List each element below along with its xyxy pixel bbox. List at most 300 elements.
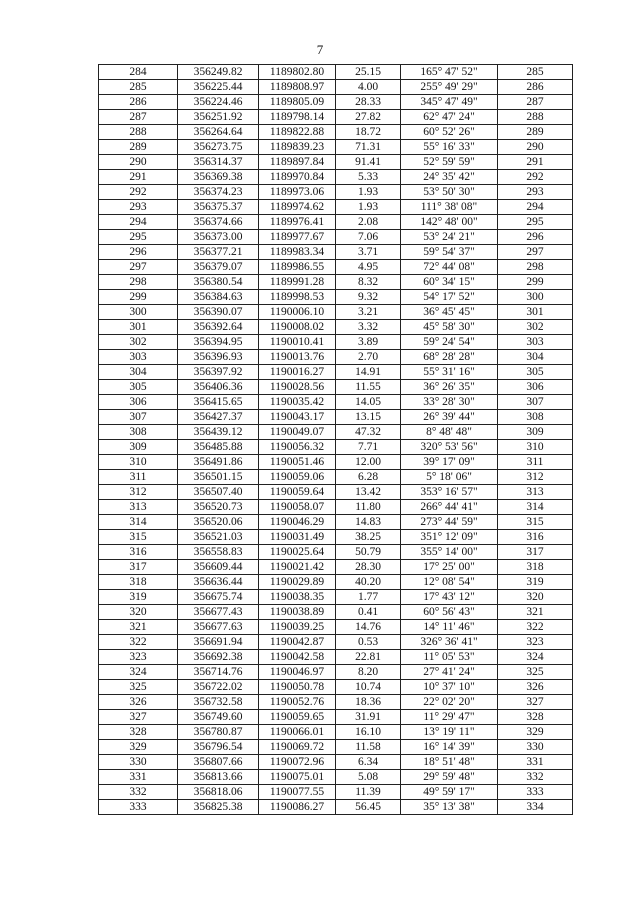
x-coordinate-cell: 356722.02 (178, 680, 259, 695)
bearing-cell: 60° 56' 43" (401, 605, 498, 620)
distance-cell: 28.33 (336, 95, 401, 110)
next-point-cell: 330 (498, 740, 573, 755)
table-row (99, 305, 573, 320)
y-coordinate-cell: 1190028.56 (259, 380, 336, 395)
y-coordinate-cell: 1190075.01 (259, 770, 336, 785)
x-coordinate-cell: 356374.66 (178, 215, 259, 230)
next-point-cell: 303 (498, 335, 573, 350)
x-coordinate-cell: 356379.07 (178, 260, 259, 275)
x-coordinate-cell: 356677.43 (178, 605, 259, 620)
x-coordinate-cell: 356427.37 (178, 410, 259, 425)
bearing-cell: 59° 54' 37" (401, 245, 498, 260)
x-coordinate-cell: 356369.38 (178, 170, 259, 185)
next-point-cell: 297 (498, 245, 573, 260)
table-row (99, 710, 573, 725)
next-point-cell: 321 (498, 605, 573, 620)
bearing-cell: 345° 47' 49" (401, 95, 498, 110)
table-row (99, 560, 573, 575)
y-coordinate-cell: 1190016.27 (259, 365, 336, 380)
distance-cell: 56.45 (336, 800, 401, 815)
point-number-cell: 302 (99, 335, 178, 350)
bearing-cell: 266° 44' 41" (401, 500, 498, 515)
table-row (99, 770, 573, 785)
bearing-cell: 12° 08' 54" (401, 575, 498, 590)
table-row (99, 185, 573, 200)
point-number-cell: 317 (99, 560, 178, 575)
next-point-cell: 306 (498, 380, 573, 395)
table-row (99, 170, 573, 185)
point-number-cell: 319 (99, 590, 178, 605)
bearing-cell: 68° 28' 28" (401, 350, 498, 365)
x-coordinate-cell: 356377.21 (178, 245, 259, 260)
x-coordinate-cell: 356439.12 (178, 425, 259, 440)
table-row (99, 110, 573, 125)
x-coordinate-cell: 356384.63 (178, 290, 259, 305)
y-coordinate-cell: 1189974.62 (259, 200, 336, 215)
distance-cell: 71.31 (336, 140, 401, 155)
y-coordinate-cell: 1189976.41 (259, 215, 336, 230)
next-point-cell: 307 (498, 395, 573, 410)
x-coordinate-cell: 356558.83 (178, 545, 259, 560)
table-row (99, 785, 573, 800)
y-coordinate-cell: 1190025.64 (259, 545, 336, 560)
bearing-cell: 255° 49' 29" (401, 80, 498, 95)
distance-cell: 3.21 (336, 305, 401, 320)
x-coordinate-cell: 356249.82 (178, 65, 259, 80)
distance-cell: 18.72 (336, 125, 401, 140)
table-row (99, 245, 573, 260)
bearing-cell: 36° 45' 45" (401, 305, 498, 320)
table-row (99, 530, 573, 545)
bearing-cell: 35° 13' 38" (401, 800, 498, 815)
next-point-cell: 329 (498, 725, 573, 740)
distance-cell: 91.41 (336, 155, 401, 170)
next-point-cell: 327 (498, 695, 573, 710)
distance-cell: 7.06 (336, 230, 401, 245)
bearing-cell: 111° 38' 08" (401, 200, 498, 215)
bearing-cell: 49° 59' 17" (401, 785, 498, 800)
y-coordinate-cell: 1190051.46 (259, 455, 336, 470)
bearing-cell: 17° 25' 00" (401, 560, 498, 575)
distance-cell: 2.70 (336, 350, 401, 365)
next-point-cell: 332 (498, 770, 573, 785)
x-coordinate-cell: 356807.66 (178, 755, 259, 770)
x-coordinate-cell: 356691.94 (178, 635, 259, 650)
distance-cell: 11.58 (336, 740, 401, 755)
next-point-cell: 291 (498, 155, 573, 170)
point-number-cell: 305 (99, 380, 178, 395)
bearing-cell: 18° 51' 48" (401, 755, 498, 770)
point-number-cell: 289 (99, 140, 178, 155)
bearing-cell: 24° 35' 42" (401, 170, 498, 185)
next-point-cell: 315 (498, 515, 573, 530)
y-coordinate-cell: 1190059.06 (259, 470, 336, 485)
distance-cell: 31.91 (336, 710, 401, 725)
distance-cell: 14.83 (336, 515, 401, 530)
bearing-cell: 60° 52' 26" (401, 125, 498, 140)
distance-cell: 0.41 (336, 605, 401, 620)
next-point-cell: 333 (498, 785, 573, 800)
next-point-cell: 298 (498, 260, 573, 275)
point-number-cell: 308 (99, 425, 178, 440)
x-coordinate-cell: 356397.92 (178, 365, 259, 380)
point-number-cell: 294 (99, 215, 178, 230)
table-row (99, 260, 573, 275)
bearing-cell: 60° 34' 15" (401, 275, 498, 290)
next-point-cell: 312 (498, 470, 573, 485)
next-point-cell: 317 (498, 545, 573, 560)
next-point-cell: 309 (498, 425, 573, 440)
next-point-cell: 292 (498, 170, 573, 185)
point-number-cell: 311 (99, 470, 178, 485)
table-row (99, 755, 573, 770)
bearing-cell: 62° 47' 24" (401, 110, 498, 125)
bearing-cell: 45° 58' 30" (401, 320, 498, 335)
distance-cell: 1.77 (336, 590, 401, 605)
bearing-cell: 351° 12' 09" (401, 530, 498, 545)
bearing-cell: 54° 17' 52" (401, 290, 498, 305)
next-point-cell: 299 (498, 275, 573, 290)
table-row (99, 725, 573, 740)
next-point-cell: 293 (498, 185, 573, 200)
bearing-cell: 165° 47' 52" (401, 65, 498, 80)
bearing-cell: 142° 48' 00" (401, 215, 498, 230)
point-number-cell: 293 (99, 200, 178, 215)
bearing-cell: 353° 16' 57" (401, 485, 498, 500)
bearing-cell: 11° 05' 53" (401, 650, 498, 665)
point-number-cell: 331 (99, 770, 178, 785)
point-number-cell: 325 (99, 680, 178, 695)
table-row (99, 440, 573, 455)
x-coordinate-cell: 356677.63 (178, 620, 259, 635)
table-row (99, 695, 573, 710)
next-point-cell: 300 (498, 290, 573, 305)
y-coordinate-cell: 1190031.49 (259, 530, 336, 545)
point-number-cell: 322 (99, 635, 178, 650)
distance-cell: 11.55 (336, 380, 401, 395)
x-coordinate-cell: 356491.86 (178, 455, 259, 470)
next-point-cell: 290 (498, 140, 573, 155)
next-point-cell: 295 (498, 215, 573, 230)
next-point-cell: 331 (498, 755, 573, 770)
x-coordinate-cell: 356373.00 (178, 230, 259, 245)
table-row (99, 590, 573, 605)
y-coordinate-cell: 1190049.07 (259, 425, 336, 440)
distance-cell: 8.32 (336, 275, 401, 290)
distance-cell: 16.10 (336, 725, 401, 740)
distance-cell: 5.08 (336, 770, 401, 785)
y-coordinate-cell: 1190066.01 (259, 725, 336, 740)
bearing-cell: 13° 19' 11" (401, 725, 498, 740)
point-number-cell: 304 (99, 365, 178, 380)
distance-cell: 3.32 (336, 320, 401, 335)
point-number-cell: 312 (99, 485, 178, 500)
next-point-cell: 325 (498, 665, 573, 680)
bearing-cell: 17° 43' 12" (401, 590, 498, 605)
distance-cell: 10.74 (336, 680, 401, 695)
next-point-cell: 301 (498, 305, 573, 320)
distance-cell: 4.00 (336, 80, 401, 95)
point-number-cell: 287 (99, 110, 178, 125)
y-coordinate-cell: 1190059.65 (259, 710, 336, 725)
next-point-cell: 326 (498, 680, 573, 695)
y-coordinate-cell: 1190086.27 (259, 800, 336, 815)
y-coordinate-cell: 1189798.14 (259, 110, 336, 125)
next-point-cell: 314 (498, 500, 573, 515)
bearing-cell: 53° 24' 21" (401, 230, 498, 245)
table-row (99, 575, 573, 590)
distance-cell: 9.32 (336, 290, 401, 305)
table-row (99, 320, 573, 335)
y-coordinate-cell: 1189897.84 (259, 155, 336, 170)
table-row (99, 455, 573, 470)
x-coordinate-cell: 356394.95 (178, 335, 259, 350)
next-point-cell: 316 (498, 530, 573, 545)
next-point-cell: 322 (498, 620, 573, 635)
bearing-cell: 8° 48' 48" (401, 425, 498, 440)
next-point-cell: 311 (498, 455, 573, 470)
point-number-cell: 324 (99, 665, 178, 680)
x-coordinate-cell: 356314.37 (178, 155, 259, 170)
table-row (99, 515, 573, 530)
bearing-cell: 33° 28' 30" (401, 395, 498, 410)
point-number-cell: 332 (99, 785, 178, 800)
point-number-cell: 286 (99, 95, 178, 110)
table-row (99, 545, 573, 560)
bearing-cell: 52° 59' 59" (401, 155, 498, 170)
y-coordinate-cell: 1190069.72 (259, 740, 336, 755)
bearing-cell: 39° 17' 09" (401, 455, 498, 470)
bearing-cell: 22° 02' 20" (401, 695, 498, 710)
table-row (99, 140, 573, 155)
x-coordinate-cell: 356264.64 (178, 125, 259, 140)
point-number-cell: 327 (99, 710, 178, 725)
table-row (99, 395, 573, 410)
point-number-cell: 310 (99, 455, 178, 470)
next-point-cell: 296 (498, 230, 573, 245)
next-point-cell: 286 (498, 80, 573, 95)
bearing-cell: 16° 14' 39" (401, 740, 498, 755)
distance-cell: 22.81 (336, 650, 401, 665)
table-row (99, 155, 573, 170)
table-row (99, 275, 573, 290)
distance-cell: 14.05 (336, 395, 401, 410)
y-coordinate-cell: 1190010.41 (259, 335, 336, 350)
x-coordinate-cell: 356609.44 (178, 560, 259, 575)
y-coordinate-cell: 1190008.02 (259, 320, 336, 335)
bearing-cell: 29° 59' 48" (401, 770, 498, 785)
point-number-cell: 316 (99, 545, 178, 560)
table-row (99, 680, 573, 695)
distance-cell: 28.30 (336, 560, 401, 575)
y-coordinate-cell: 1190077.55 (259, 785, 336, 800)
next-point-cell: 304 (498, 350, 573, 365)
next-point-cell: 285 (498, 65, 573, 80)
next-point-cell: 289 (498, 125, 573, 140)
point-number-cell: 298 (99, 275, 178, 290)
x-coordinate-cell: 356507.40 (178, 485, 259, 500)
x-coordinate-cell: 356521.03 (178, 530, 259, 545)
distance-cell: 47.32 (336, 425, 401, 440)
table-row (99, 230, 573, 245)
table-row (99, 470, 573, 485)
y-coordinate-cell: 1190021.42 (259, 560, 336, 575)
next-point-cell: 305 (498, 365, 573, 380)
x-coordinate-cell: 356396.93 (178, 350, 259, 365)
distance-cell: 6.28 (336, 470, 401, 485)
table-row (99, 605, 573, 620)
distance-cell: 13.15 (336, 410, 401, 425)
point-number-cell: 306 (99, 395, 178, 410)
table-row (99, 620, 573, 635)
table-row (99, 500, 573, 515)
distance-cell: 25.15 (336, 65, 401, 80)
point-number-cell: 301 (99, 320, 178, 335)
point-number-cell: 315 (99, 530, 178, 545)
point-number-cell: 318 (99, 575, 178, 590)
next-point-cell: 294 (498, 200, 573, 215)
distance-cell: 12.00 (336, 455, 401, 470)
y-coordinate-cell: 1190046.97 (259, 665, 336, 680)
distance-cell: 38.25 (336, 530, 401, 545)
y-coordinate-cell: 1190039.25 (259, 620, 336, 635)
x-coordinate-cell: 356251.92 (178, 110, 259, 125)
y-coordinate-cell: 1190059.64 (259, 485, 336, 500)
x-coordinate-cell: 356796.54 (178, 740, 259, 755)
next-point-cell: 288 (498, 110, 573, 125)
distance-cell: 4.95 (336, 260, 401, 275)
x-coordinate-cell: 356692.38 (178, 650, 259, 665)
page-number: 7 (316, 42, 324, 57)
y-coordinate-cell: 1190072.96 (259, 755, 336, 770)
point-number-cell: 329 (99, 740, 178, 755)
bearing-cell: 53° 50' 30" (401, 185, 498, 200)
distance-cell: 11.80 (336, 500, 401, 515)
table-row (99, 80, 573, 95)
y-coordinate-cell: 1190038.89 (259, 605, 336, 620)
y-coordinate-cell: 1189977.67 (259, 230, 336, 245)
bearing-cell: 14° 11' 46" (401, 620, 498, 635)
distance-cell: 3.89 (336, 335, 401, 350)
next-point-cell: 324 (498, 650, 573, 665)
bearing-cell: 326° 36' 41" (401, 635, 498, 650)
table-row (99, 95, 573, 110)
table-row (99, 650, 573, 665)
table-row (99, 290, 573, 305)
bearing-cell: 11° 29' 47" (401, 710, 498, 725)
table-row (99, 350, 573, 365)
distance-cell: 50.79 (336, 545, 401, 560)
next-point-cell: 318 (498, 560, 573, 575)
x-coordinate-cell: 356732.58 (178, 695, 259, 710)
table-row (99, 365, 573, 380)
next-point-cell: 334 (498, 800, 573, 815)
point-number-cell: 292 (99, 185, 178, 200)
distance-cell: 1.93 (336, 200, 401, 215)
point-number-cell: 309 (99, 440, 178, 455)
table-row (99, 380, 573, 395)
x-coordinate-cell: 356818.06 (178, 785, 259, 800)
bearing-cell: 5° 18' 06" (401, 470, 498, 485)
x-coordinate-cell: 356374.23 (178, 185, 259, 200)
point-number-cell: 296 (99, 245, 178, 260)
bearing-cell: 273° 44' 59" (401, 515, 498, 530)
x-coordinate-cell: 356390.07 (178, 305, 259, 320)
next-point-cell: 308 (498, 410, 573, 425)
y-coordinate-cell: 1189805.09 (259, 95, 336, 110)
y-coordinate-cell: 1189998.53 (259, 290, 336, 305)
point-number-cell: 333 (99, 800, 178, 815)
point-number-cell: 307 (99, 410, 178, 425)
y-coordinate-cell: 1189983.34 (259, 245, 336, 260)
x-coordinate-cell: 356392.64 (178, 320, 259, 335)
y-coordinate-cell: 1190035.42 (259, 395, 336, 410)
bearing-cell: 27° 41' 24" (401, 665, 498, 680)
point-number-cell: 320 (99, 605, 178, 620)
next-point-cell: 319 (498, 575, 573, 590)
point-number-cell: 321 (99, 620, 178, 635)
y-coordinate-cell: 1190013.76 (259, 350, 336, 365)
next-point-cell: 320 (498, 590, 573, 605)
point-number-cell: 330 (99, 755, 178, 770)
y-coordinate-cell: 1190050.78 (259, 680, 336, 695)
bearing-cell: 59° 24' 54" (401, 335, 498, 350)
bearing-cell: 10° 37' 10" (401, 680, 498, 695)
y-coordinate-cell: 1189839.23 (259, 140, 336, 155)
next-point-cell: 313 (498, 485, 573, 500)
next-point-cell: 328 (498, 710, 573, 725)
point-number-cell: 314 (99, 515, 178, 530)
distance-cell: 5.33 (336, 170, 401, 185)
x-coordinate-cell: 356520.06 (178, 515, 259, 530)
table-row (99, 740, 573, 755)
point-number-cell: 288 (99, 125, 178, 140)
x-coordinate-cell: 356813.66 (178, 770, 259, 785)
bearing-cell: 55° 16' 33" (401, 140, 498, 155)
x-coordinate-cell: 356375.37 (178, 200, 259, 215)
point-number-cell: 303 (99, 350, 178, 365)
y-coordinate-cell: 1190042.87 (259, 635, 336, 650)
x-coordinate-cell: 356273.75 (178, 140, 259, 155)
point-number-cell: 295 (99, 230, 178, 245)
point-number-cell: 291 (99, 170, 178, 185)
point-number-cell: 313 (99, 500, 178, 515)
next-point-cell: 287 (498, 95, 573, 110)
distance-cell: 18.36 (336, 695, 401, 710)
x-coordinate-cell: 356485.88 (178, 440, 259, 455)
y-coordinate-cell: 1189973.06 (259, 185, 336, 200)
y-coordinate-cell: 1190046.29 (259, 515, 336, 530)
x-coordinate-cell: 356225.44 (178, 80, 259, 95)
point-number-cell: 297 (99, 260, 178, 275)
y-coordinate-cell: 1189970.84 (259, 170, 336, 185)
point-number-cell: 285 (99, 80, 178, 95)
bearing-cell: 355° 14' 00" (401, 545, 498, 560)
distance-cell: 0.53 (336, 635, 401, 650)
x-coordinate-cell: 356749.60 (178, 710, 259, 725)
next-point-cell: 302 (498, 320, 573, 335)
bearing-cell: 320° 53' 56" (401, 440, 498, 455)
table-row (99, 200, 573, 215)
y-coordinate-cell: 1190029.89 (259, 575, 336, 590)
distance-cell: 2.08 (336, 215, 401, 230)
next-point-cell: 310 (498, 440, 573, 455)
y-coordinate-cell: 1189802.80 (259, 65, 336, 80)
point-number-cell: 323 (99, 650, 178, 665)
x-coordinate-cell: 356675.74 (178, 590, 259, 605)
bearing-cell: 36° 26' 35" (401, 380, 498, 395)
distance-cell: 40.20 (336, 575, 401, 590)
